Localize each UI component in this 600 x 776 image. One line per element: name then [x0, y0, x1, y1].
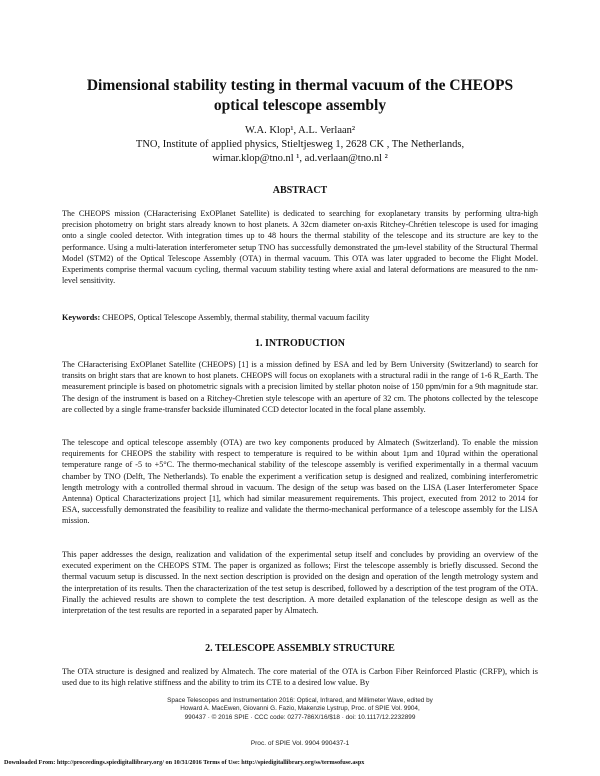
affiliation: TNO, Institute of applied physics, Stieltjesweg 1, 2628 CK , The Netherlands, [135, 139, 465, 150]
keywords-text: CHEOPS, Optical Telescope Assembly, thermal stability, thermal vacuum facility [102, 313, 370, 322]
section-2-heading: 2. TELESCOPE ASSEMBLY STRUCTURE [205, 643, 395, 654]
intro-paragraph-2: The telescope and optical telescope assembly (OTA) are two key components produced by Almatech (Switzerland). To enable the mission requirements for CHEOPS the stability with respect to temperature is required to be within about 1µm and 10µrad within the operational temperature range of -5 to +5°C. The thermo-mechanical stability of the telescope assembly is verified experimentally in a thermal vacuum chamber by TNO (Delft, The Netherlands). To enable the experiment a verification setup is designed and realized, combining interferometric length metrology with a controlled thermal shroud in vacuum. The design of the setup was based on the LISA (Laser Interferometer Space Antenna) Optical Characterizations project [1], which had similar measurement requirements. This project, executed from 2012 to 2014 for ESA, successfully demonstrated the feasibility to realize and validate the thermo-mechanical performance of a telescope assembly for the LISA mission. [62, 438, 538, 526]
footer-line-1: Space Telescopes and Instrumentation 2016: Optical, Infrared, and Millimeter Wave, edited by [167, 697, 433, 704]
footer-line-3: 990437 · © 2016 SPIE · CCC code: 0277-786X/16/$18 · doi: 10.1117/12.2232899 [184, 713, 416, 721]
abstract-heading: ABSTRACT [272, 185, 328, 196]
section-1-heading: 1. INTRODUCTION [254, 338, 345, 349]
footer-publication-info [120, 697, 480, 722]
proc-page-number: Proc. of SPIE Vol. 9904 990437-1 [250, 740, 350, 747]
footer-line-2: Howard A. MacEwen, Giovanni G. Fazio, Makenzie Lystrup, Proc. of SPIE Vol. 9904, [180, 705, 420, 713]
abstract-text: The CHEOPS mission (CHaracterising ExOPlanet Satellite) is dedicated to searching for exoplanetary transits by performing ultra-high precision photometry on bright stars already known to host planets. A 32cm diameter on-axis Ritchey-Chrétien telescope is used for imaging onto a single cooled detector. With integration times up to 48 hours the thermal stability of the telescope and its structure are key to the performance. Using a multi-lateration interferometer setup TNO has successfully demonstrated the µm-level stability of the Structural Thermal Model (STM2) of the Optical Telescope Assembly (OTA) in thermal vacuum. This OTA was later upgraded to become the Flight Model. Experiments comprise thermal vacuum cycling, thermal vacuum stability testing where axial and lateral deformations are measured to the nm-level sensitivity. [62, 209, 538, 286]
authors: W.A. Klop¹, A.L. Verlaan² [244, 125, 356, 136]
intro-paragraph-1: The CHaracterising ExOPlanet Satellite (CHEOPS) [1] is a mission defined by ESA and led by Bern University (Switzerland) to search for transits on bright stars that are known to host planets. CHEOPS will focus on exoplanets with a structural radii in the range of 1-6 R_Earth. The measurement principle is based on photometric signals with a precision limited by stellar photon noise of 150 ppm/min for a 9th magnitude star. The design of the instrument is based on a Ritchey-Chretien style telescope with an aperture of 32 cm. The photons collected by the telescope are collected by a single frame-transfer backside illuminated CCD detector located in the focal plane assembly. [62, 360, 538, 414]
section-2-paragraph-1: The OTA structure is designed and realized by Almatech. The core material of the OTA is Carbon Fiber Reinforced Plastic (CRFP), which is used due to its high relative stiffness and the ability to trim its CTE to a desired low value. By [62, 667, 538, 688]
keywords-label: Keywords: [62, 313, 101, 322]
emails: wimar.klop@tno.nl ¹, ad.verlaan@tno.nl ² [212, 153, 388, 164]
intro-paragraph-3: This paper addresses the design, realization and validation of the experimental setup itself and concludes by providing an overview of the executed experiment on the CHEOPS STM. The paper is organized as follows; First the telescope assembly is briefly discussed. Second the thermal vacuum setup is discussed. In the next section description is provided on the design and operation of the length metrology system and the interpretation of its results. Then the characterization of the test setup is described, followed by a description of the test program of the OTA. Finally the achieved results are shown to complete the test description. A more detailed explanation of the telescope design as well as the interpretation of the test results are reported in a separated paper by Almatech. [62, 550, 538, 616]
paper-title-line-1: Dimensional stability testing in thermal vacuum of the CHEOPS [86, 77, 514, 94]
paper-title-line-2: optical telescope assembly [213, 97, 387, 114]
download-notice: Downloaded From: http://proceedings.spiedigitallibrary.org/ on 10/31/2016 Terms of Use: http://spiedigitallibrary.org/ss/termsofuse.aspx [4, 759, 365, 766]
keywords [62, 313, 538, 322]
